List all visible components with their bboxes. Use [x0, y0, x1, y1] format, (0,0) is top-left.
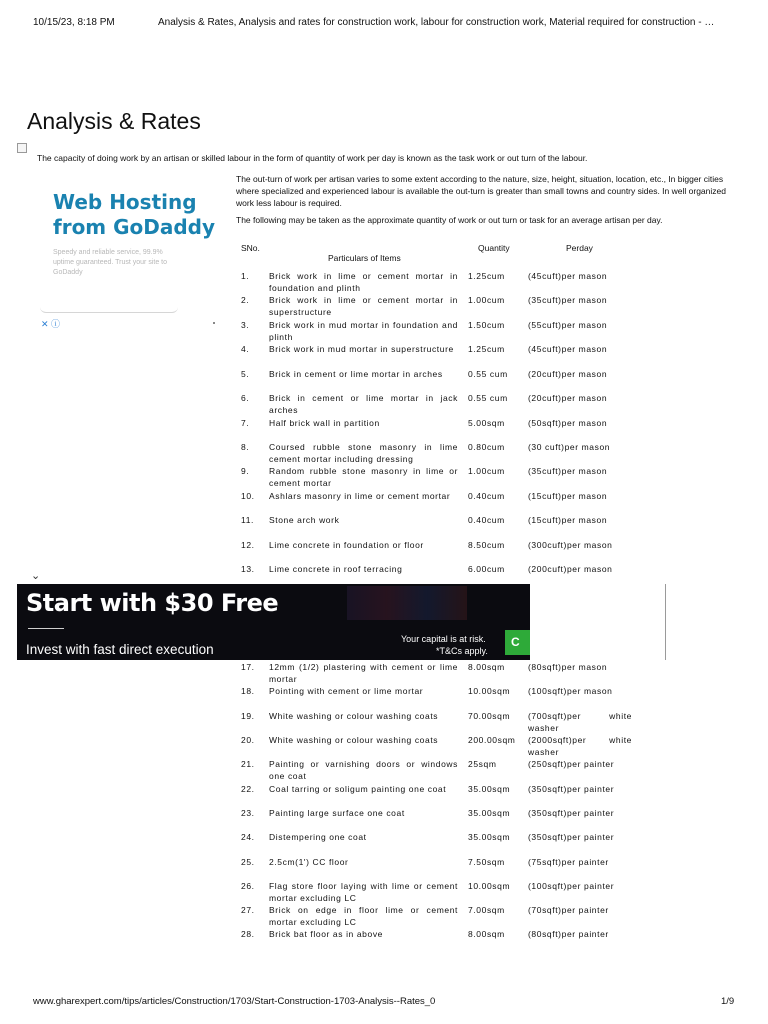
row-number: 28. [241, 929, 255, 939]
row-item: Stone arch work [269, 515, 340, 525]
row-item: Ashlars masonry in lime or cement mortar [269, 491, 451, 501]
row-quantity: 35.00sqm [468, 832, 511, 842]
row-perday: (70sqft)per painter [528, 905, 609, 915]
page-title: Analysis & Rates [27, 108, 201, 134]
row-item: White washing or colour washing coats [269, 735, 439, 745]
row-number: 12. [241, 540, 255, 550]
approx-quantity-paragraph: The following may be taken as the approximate quantity of work or out turn or task for an average artisan per day. [236, 215, 663, 225]
row-item: Brick on edge in floor lime or cement mortar excluding LC [269, 905, 458, 927]
row-item: Lime concrete in roof terracing [269, 564, 403, 574]
table-row [241, 393, 661, 417]
row-number: 27. [241, 905, 255, 915]
row-quantity: 1.00cum [468, 295, 505, 305]
row-item: Brick in cement or lime mortar in jack arches [269, 393, 458, 415]
hosting-ad-headline-line1: Web Hosting [53, 190, 197, 214]
row-item: Brick work in lime or cement mortar in foundation and plinth [269, 271, 458, 293]
hosting-ad-divider [40, 306, 178, 313]
row-number: 6. [241, 393, 250, 403]
row-item: Brick work in mud mortar in superstructure [269, 344, 454, 354]
table-row [241, 540, 661, 564]
trading-ad-risk: Your capital is at risk. [401, 634, 486, 644]
row-quantity: 8.00sqm [468, 662, 505, 672]
row-quantity: 10.00sqm [468, 881, 511, 891]
row-quantity: 6.00cum [468, 564, 505, 574]
row-item: Coal tarring or soligum painting one coat [269, 784, 447, 794]
trading-ad-divider [28, 628, 64, 629]
row-perday: (80sqft)per painter [528, 929, 609, 939]
header-sno: SNo. [241, 243, 260, 253]
row-item: Brick in cement or lime mortar in arches [269, 369, 443, 379]
table-row [241, 295, 661, 319]
row-number: 1. [241, 271, 250, 281]
row-item: Flag store floor laying with lime or cement mortar excluding LC [269, 881, 458, 903]
row-number: 23. [241, 808, 255, 818]
row-item: 2.5cm(1') CC floor [269, 857, 349, 867]
ad-frame-edge [665, 584, 666, 660]
row-quantity: 8.00sqm [468, 929, 505, 939]
row-perday: (75sqft)per painter [528, 857, 609, 867]
row-quantity: 1.25cum [468, 344, 505, 354]
row-item: Random rubble stone masonry in lime or cement mortar [269, 466, 458, 488]
table-row [241, 662, 661, 686]
row-item: Half brick wall in partition [269, 418, 380, 428]
row-perday: (30 cuft)per mason [528, 442, 611, 452]
row-perday: (200cuft)per mason [528, 564, 613, 574]
row-quantity: 8.50cum [468, 540, 505, 550]
row-number: 17. [241, 662, 255, 672]
hosting-ad-headline-line2: from GoDaddy [53, 215, 216, 239]
table-row [241, 759, 661, 783]
row-number: 7. [241, 418, 250, 428]
row-quantity: 10.00sqm [468, 686, 511, 696]
row-quantity: 35.00sqm [468, 808, 511, 818]
row-number: 9. [241, 466, 250, 476]
row-perday: (100sqft)per painter [528, 881, 615, 891]
ad-collapse-chevron-icon[interactable]: ⌄ [31, 570, 41, 582]
row-number: 18. [241, 686, 255, 696]
row-perday: (350sqft)per painter [528, 784, 615, 794]
trading-ad-headline: Start with $30 Free [26, 589, 279, 617]
table-row [241, 344, 661, 368]
trading-ad-banner[interactable] [17, 584, 530, 660]
row-perday: (300cuft)per mason [528, 540, 613, 550]
row-number: 5. [241, 369, 250, 379]
table-row [241, 515, 661, 539]
row-perday: (15cuft)per mason [528, 491, 608, 501]
row-number: 11. [241, 515, 254, 525]
print-header-datetime: 10/15/23, 8:18 PM [33, 17, 115, 28]
row-item: White washing or colour washing coats [269, 711, 439, 721]
row-quantity: 0.40cum [468, 515, 505, 525]
table-row [241, 905, 661, 929]
row-item: Painting or varnishing doors or windows one coat [269, 759, 458, 781]
row-quantity: 0.40cum [468, 491, 505, 501]
row-perday: (700sqft)per white washer [528, 711, 632, 733]
row-perday: (250sqft)per painter [528, 759, 615, 769]
row-quantity: 1.50cum [468, 320, 505, 330]
trading-ad-cta-button[interactable]: C [505, 630, 530, 655]
header-particulars: Particulars of Items [328, 253, 401, 263]
row-item: Pointing with cement or lime mortar [269, 686, 424, 696]
page-number: 1/9 [721, 996, 735, 1007]
row-item: Brick bat floor as in above [269, 929, 383, 939]
row-quantity: 70.00sqm [468, 711, 511, 721]
row-number: 8. [241, 442, 250, 452]
row-quantity: 0.80cum [468, 442, 505, 452]
row-perday: (45cuft)per mason [528, 271, 608, 281]
row-number: 24. [241, 832, 255, 842]
table-row [241, 369, 661, 393]
row-quantity: 7.50sqm [468, 857, 505, 867]
trading-ad-terms: *T&Cs apply. [436, 646, 488, 656]
row-perday: (80sqft)per mason [528, 662, 608, 672]
row-item: Brick work in mud mortar in foundation and plinth [269, 320, 458, 342]
row-number: 13. [241, 564, 255, 574]
print-header-title: Analysis & Rates, Analysis and rates for construction work, labour for construction work, Material required for construction - … [158, 17, 715, 28]
row-quantity: 5.00sqm [468, 418, 505, 428]
hosting-ad-headline[interactable] [40, 188, 216, 240]
outturn-paragraph: The out-turn of work per artisan varies to some extent according to the nature, size, height, situation, location, etc., In bigger cities where specialized and experienced labour is available the out-turn is greater than small towns and country sides. In well organized work less labour is required. [236, 174, 726, 208]
row-number: 19. [241, 711, 255, 721]
footer-url: www.gharexpert.com/tips/articles/Construction/1703/Start-Construction-1703-Analysis--Rates_0 [33, 996, 436, 1007]
row-number: 20. [241, 735, 255, 745]
row-perday: (350sqft)per painter [528, 808, 615, 818]
header-quantity: Quantity [478, 243, 510, 253]
row-number: 26. [241, 881, 255, 891]
table-row [241, 686, 661, 710]
table-row [241, 881, 661, 905]
trading-ad-subline: Invest with fast direct execution [26, 642, 214, 657]
table-row [241, 929, 661, 953]
row-perday: (350sqft)per painter [528, 832, 615, 842]
row-quantity: 200.00sqm [468, 735, 516, 745]
row-item: Brick work in lime or cement mortar in superstructure [269, 295, 458, 317]
row-quantity: 35.00sqm [468, 784, 511, 794]
row-item: Coursed rubble stone masonry in lime cement mortar including dressing [269, 442, 458, 464]
row-item: Painting large surface one coat [269, 808, 405, 818]
row-quantity: 7.00sqm [468, 905, 505, 915]
intro-text: The capacity of doing work by an artisan or skilled labour in the form of quantity of work per day is known as the task work or out turn of the labour. [37, 153, 588, 163]
row-number: 21. [241, 759, 255, 769]
row-perday: (50sqft)per mason [528, 418, 608, 428]
table-row [241, 784, 661, 808]
adchoices-icon[interactable]: ✕ ⓘ [41, 319, 61, 329]
table-row [241, 271, 661, 295]
row-number: 4. [241, 344, 250, 354]
row-perday: (15cuft)per mason [528, 515, 608, 525]
row-item: Distempering one coat [269, 832, 367, 842]
header-perday: Perday [566, 243, 593, 253]
row-number: 3. [241, 320, 250, 330]
table-row [241, 491, 661, 515]
row-perday: (35cuft)per mason [528, 295, 608, 305]
table-row [241, 857, 661, 881]
row-number: 25. [241, 857, 255, 867]
row-item: 12mm (1/2) plastering with cement or lime mortar [269, 662, 458, 684]
row-perday: (20cuft)per mason [528, 369, 608, 379]
table-row [241, 832, 661, 856]
row-perday: (20cuft)per mason [528, 393, 608, 403]
row-quantity: 0.55 cum [468, 369, 508, 379]
row-item: Lime concrete in foundation or floor [269, 540, 424, 550]
row-number: 2. [241, 295, 250, 305]
row-quantity: 1.00cum [468, 466, 505, 476]
separator-dot [213, 322, 215, 324]
row-perday: (35cuft)per mason [528, 466, 608, 476]
trading-ad-background [347, 586, 467, 620]
row-perday: (2000sqft)per white washer [528, 735, 632, 757]
table-row [241, 418, 661, 442]
table-row [241, 711, 661, 735]
table-row [241, 466, 661, 490]
row-perday: (100sqft)per mason [528, 686, 613, 696]
table-row [241, 320, 661, 344]
row-perday: (55cuft)per mason [528, 320, 608, 330]
broken-image-icon [17, 143, 27, 153]
table-row [241, 735, 661, 759]
row-number: 10. [241, 491, 255, 501]
row-perday: (45cuft)per mason [528, 344, 608, 354]
hosting-ad[interactable] [40, 188, 216, 313]
table-row [241, 442, 661, 466]
table-row [241, 808, 661, 832]
row-quantity: 1.25cum [468, 271, 505, 281]
hosting-ad-body: Speedy and reliable service, 99.9% uptime guaranteed. Trust your site to GoDaddy [53, 249, 168, 276]
row-quantity: 25sqm [468, 759, 497, 769]
row-quantity: 0.55 cum [468, 393, 508, 403]
row-number: 22. [241, 784, 255, 794]
